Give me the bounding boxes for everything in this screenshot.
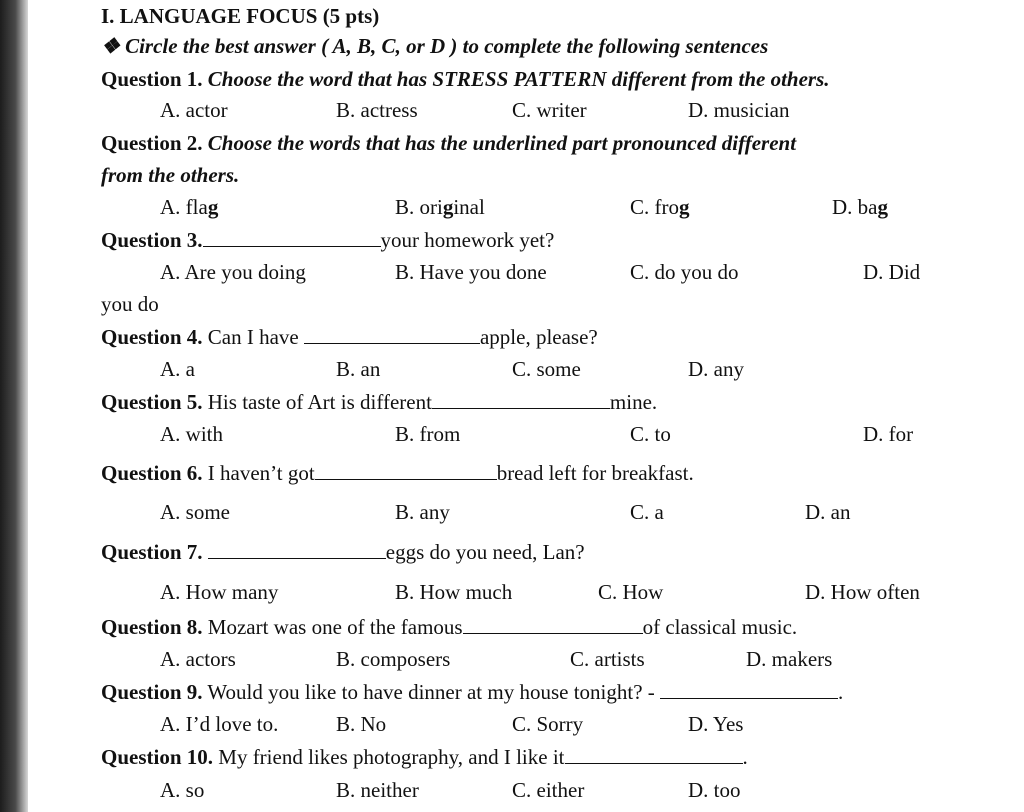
question-8: Question 8. Mozart was one of the famous of classical music.: [101, 615, 798, 639]
page-edge-shadow: [0, 0, 28, 812]
q3-option-c[interactable]: C. do you do: [630, 260, 739, 284]
q8-option-a[interactable]: A. actors: [160, 647, 236, 671]
q4-option-c[interactable]: C. some: [512, 357, 581, 381]
answer-blank[interactable]: [315, 461, 497, 480]
q6-option-a[interactable]: A. some: [160, 500, 230, 524]
bullet-icon: ❖: [101, 34, 120, 58]
answer-blank[interactable]: [660, 680, 838, 699]
instruction-text: Circle the best answer ( A, B, C, or D ) to complete the following sentences: [125, 34, 769, 58]
q5-option-c[interactable]: C. to: [630, 422, 671, 446]
q7-option-a[interactable]: A. How many: [160, 580, 279, 604]
q6-option-d[interactable]: D. an: [805, 500, 851, 524]
q3-option-d-wrap: you do: [101, 292, 159, 316]
q9-option-d[interactable]: D. Yes: [688, 712, 744, 736]
q1-option-d[interactable]: D. musician: [688, 98, 790, 122]
instruction: [101, 34, 768, 58]
q2-option-d[interactable]: D. bag: [832, 195, 888, 219]
question-2: Question 2. Choose the words that has the underlined part pronounced different: [101, 131, 797, 155]
q3-option-d[interactable]: D. Did: [863, 260, 921, 284]
answer-blank[interactable]: [565, 745, 743, 764]
q7-option-b[interactable]: B. How much: [395, 580, 513, 604]
q9-option-a[interactable]: A. I’d love to.: [160, 712, 279, 736]
q5-option-b[interactable]: B. from: [395, 422, 461, 446]
q4-option-a[interactable]: A. a: [160, 357, 195, 381]
q4-option-d[interactable]: D. any: [688, 357, 744, 381]
q2-option-b[interactable]: B. original: [395, 195, 485, 219]
answer-blank[interactable]: [304, 325, 480, 344]
question-1: Question 1. Choose the word that has STRESS PATTERN different from the others.: [101, 67, 830, 91]
question-2-continued: from the others.: [101, 163, 240, 187]
q9-option-b[interactable]: B. No: [336, 712, 387, 736]
q6-option-c[interactable]: C. a: [630, 500, 664, 524]
q3-option-a[interactable]: A. Are you doing: [160, 260, 306, 284]
question-7: Question 7. eggs do you need, Lan?: [101, 540, 585, 564]
q2-option-a[interactable]: A. flag: [160, 195, 219, 219]
q5-option-d[interactable]: D. for: [863, 422, 914, 446]
q2-option-c[interactable]: C. frog: [630, 195, 690, 219]
q8-option-d[interactable]: D. makers: [746, 647, 833, 671]
q1-option-c[interactable]: C. writer: [512, 98, 587, 122]
q7-option-c[interactable]: C. How: [598, 580, 664, 604]
q9-option-c[interactable]: C. Sorry: [512, 712, 584, 736]
answer-blank[interactable]: [432, 390, 610, 409]
q5-option-a[interactable]: A. with: [160, 422, 223, 446]
q8-option-b[interactable]: B. composers: [336, 647, 451, 671]
q3-option-b[interactable]: B. Have you done: [395, 260, 547, 284]
q4-option-b[interactable]: B. an: [336, 357, 381, 381]
question-5: Question 5. His taste of Art is different mine.: [101, 390, 658, 414]
q10-option-b[interactable]: B. neither: [336, 778, 419, 802]
q10-option-a[interactable]: A. so: [160, 778, 205, 802]
q1-option-b[interactable]: B. actress: [336, 98, 418, 122]
question-4: Question 4. Can I have apple, please?: [101, 325, 598, 349]
q6-option-b[interactable]: B. any: [395, 500, 450, 524]
q1-option-a[interactable]: A. actor: [160, 98, 228, 122]
question-3: Question 3. your homework yet?: [101, 228, 555, 252]
q10-option-c[interactable]: C. either: [512, 778, 585, 802]
q7-option-d[interactable]: D. How often: [805, 580, 920, 604]
q10-option-d[interactable]: D. too: [688, 778, 741, 802]
section-title: I. LANGUAGE FOCUS (5 pts): [101, 4, 380, 28]
q8-option-c[interactable]: C. artists: [570, 647, 645, 671]
answer-blank[interactable]: [203, 228, 381, 247]
answer-blank[interactable]: [463, 615, 643, 634]
question-9: Question 9. Would you like to have dinner at my house tonight? - .: [101, 680, 844, 704]
question-10: Question 10. My friend likes photography, and I like it .: [101, 745, 748, 769]
answer-blank[interactable]: [208, 540, 386, 559]
question-6: Question 6. I haven’t got bread left for breakfast.: [101, 461, 694, 485]
